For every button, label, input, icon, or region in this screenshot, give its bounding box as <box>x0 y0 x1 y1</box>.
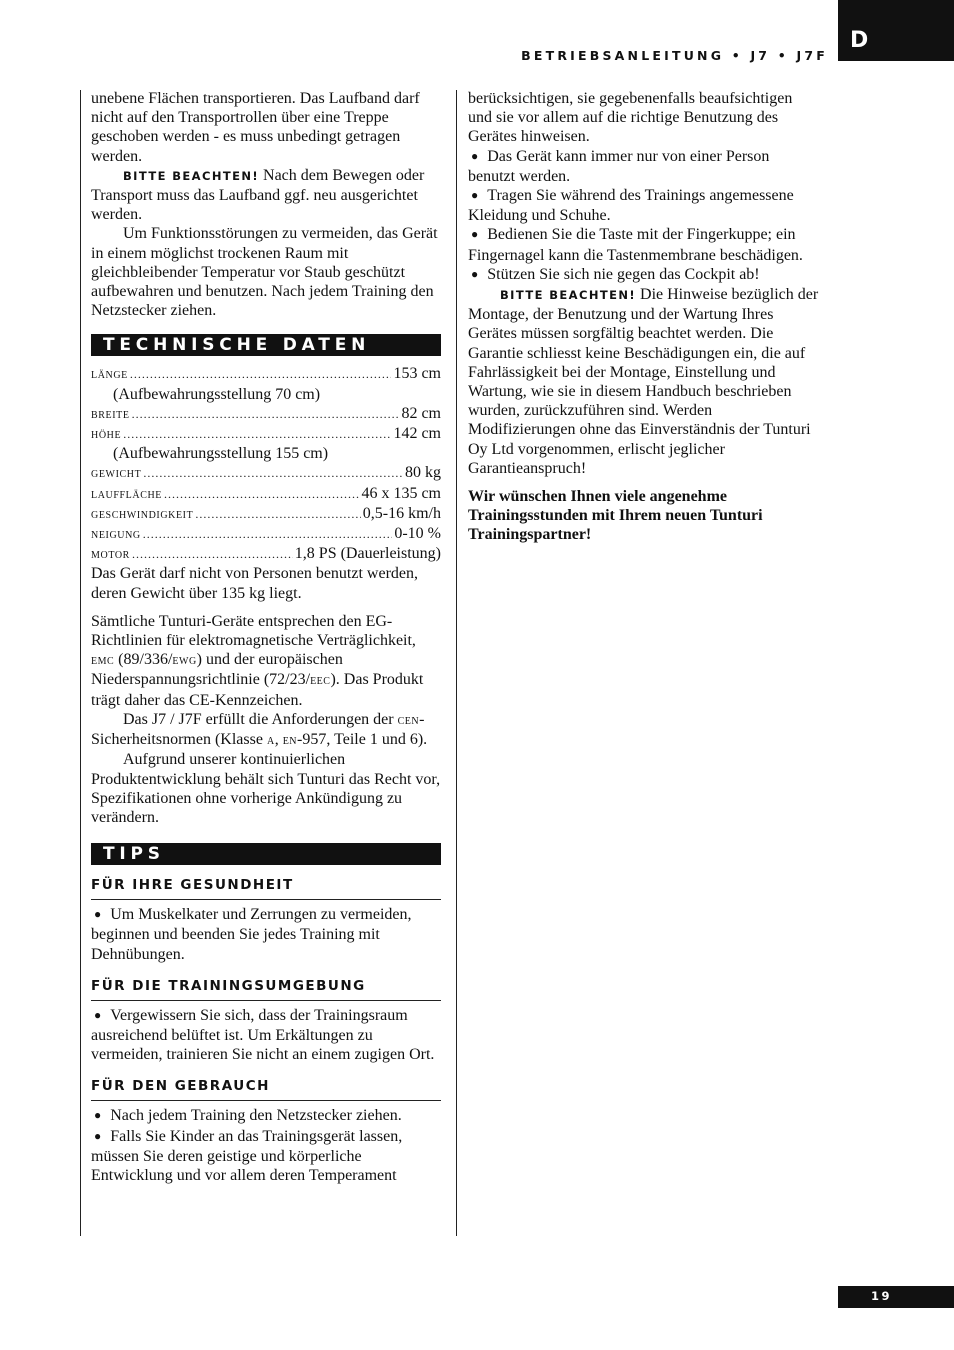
section-heading-tips: TIPS <box>91 843 441 865</box>
bullet-item: ● Vergewissern Sie sich, dass der Trainingsraum ausreichend belüftet ist. Um Erkältungen zu vermeiden, trainieren Sie nicht an einem zugigen Ort. <box>91 1006 441 1065</box>
spec-row <box>91 463 441 483</box>
bullet-item: ● Falls Sie Kinder an das Trainingsgerät lassen, müssen Sie deren geistige und körperliche Entwicklung und vor allem deren Temperament <box>91 1127 441 1186</box>
paragraph <box>468 285 820 478</box>
spec-row <box>91 524 441 544</box>
spec-value: 142 cm <box>393 425 441 443</box>
paragraph: Aufgrund unserer kontinuierlichen Produktentwicklung behält sich Tunturi das Recht vor, Spezifikationen ohne vorherige Ankündigung zu verändern. <box>91 751 441 826</box>
center-rule <box>456 90 457 1236</box>
left-column <box>91 89 441 1185</box>
paragraph: Das Gerät darf nicht von Personen benutzt werden, deren Gewicht über 135 kg liegt. <box>91 565 418 602</box>
note-label: BITTE BEACHTEN! <box>500 288 637 303</box>
spec-label: neigung <box>91 527 141 543</box>
closing-message: Wir wünschen Ihnen viele angenehme Trainingsstunden mit Ihrem neuen Tunturi Trainingspartner! <box>468 488 763 544</box>
bullet-item: ● Stützen Sie sich nie gegen das Cockpit ab! <box>468 265 820 285</box>
spec-value: 46 x 135 cm <box>361 484 441 502</box>
spec-label: höhe <box>91 427 122 443</box>
spec-value: 153 cm <box>393 365 441 383</box>
subheading-trainingsumgebung: FÜR DIE TRAININGSUMGEBUNG <box>91 978 441 1001</box>
spec-label: gewicht <box>91 466 142 482</box>
section-heading-technische-daten: TECHNISCHE DATEN <box>91 334 441 356</box>
spec-label: länge <box>91 367 128 383</box>
paragraph: Das J7 / J7F erfüllt die Anforderungen der cen-Sicherheitsnormen (Klasse a, en-957, Teile 1 und 6). <box>91 710 428 749</box>
spec-row <box>91 364 441 384</box>
bullet-item: ● Nach jedem Training den Netzstecker ziehen. <box>91 1106 441 1126</box>
spec-note: (Aufbewahrungsstellung 70 cm) <box>113 385 321 403</box>
spec-label: motor <box>91 547 130 563</box>
spec-row <box>91 484 441 504</box>
spec-label: geschwindigkeit <box>91 506 194 522</box>
spec-row <box>91 404 441 424</box>
note-text: Nach dem Bewegen oder Transport muss das Laufband ggf. neu ausgerichtet werden. <box>91 166 425 224</box>
bullet-item: ● Tragen Sie während des Trainings angemessene Kleidung und Schuhe. <box>468 186 820 225</box>
subheading-gesundheit: FÜR IHRE GESUNDHEIT <box>91 877 441 900</box>
bullet-item: ● Das Gerät kann immer nur von einer Person benutzt werden. <box>468 147 820 186</box>
spec-value: 0,5-16 km/h <box>362 504 441 522</box>
paragraph: Um Funktionsstörungen zu vermeiden, das Gerät in einem möglichst trockenen Raum mit gleichbleibender Temperatur vor Staub geschützt aufbewahren und benutzen. Nach jedem Training den Netzstecker ziehen. <box>91 225 438 320</box>
paragraph: unebene Flächen transportieren. Das Laufband darf nicht auf den Transportrollen über eine Treppe geschoben werden - es muss unbedingt getragen werden. <box>91 90 420 165</box>
language-tab: D <box>838 0 954 61</box>
subheading-gebrauch: FÜR DEN GEBRAUCH <box>91 1078 441 1101</box>
paragraph: berücksichtigen, sie gegebenenfalls beaufsichtigen und sie vor allem auf die richtige Benutzung des Gerätes hinweisen. <box>468 90 793 146</box>
spec-label: breite <box>91 406 130 422</box>
page-number: 19 <box>838 1286 954 1308</box>
spec-row <box>91 544 441 564</box>
running-header: BETRIEBSANLEITUNG • J7 • J7F <box>521 48 828 63</box>
spec-value: 1,8 PS (Dauerleistung) <box>294 545 441 563</box>
spec-row <box>91 504 441 524</box>
spec-value: 82 cm <box>401 404 441 422</box>
spec-value: 80 kg <box>405 464 441 482</box>
spec-row <box>91 424 441 444</box>
note-text: Die Hinweise bezüglich der Montage, der Benutzung und der Wartung Ihres Gerätes müssen sorgfältig beachtet werden. Die Garantie schliesst keine Beschädigungen ein, die auf Fahrlässigkeit bei der Montage, Einstellung und Wartung, wie sie in diesem Handbuch beschrieben wurden, zurückzuführen sind. Werden Modifizierungen ohne das Einverständnis der Tunturi Oy Ltd vorgenommen, erlischt jeglicher Garantieanspruch! <box>468 286 819 477</box>
spec-note: (Aufbewahrungsstellung 155 cm) <box>113 445 329 463</box>
spec-list <box>91 364 441 564</box>
left-rule <box>80 90 81 1236</box>
spec-label: lauffläche <box>91 486 163 502</box>
paragraph: Sämtliche Tunturi-Geräte entsprechen den EG-Richtlinien für elektromagnetische Verträglichkeit, emc (89/336/ewg) und der europäischen Niederspannungsrichtlinie (72/23/eec). Das Produkt trägt daher das CE-Kennzeichen. <box>91 612 424 709</box>
paragraph <box>91 166 441 225</box>
spec-value: 0-10 % <box>394 525 441 543</box>
note-label: BITTE BEACHTEN! <box>123 168 260 183</box>
bullet-item: ● Bedienen Sie die Taste mit der Fingerkuppe; ein Fingernagel kann die Tastenmembrane beschädigen. <box>468 225 820 264</box>
right-column <box>468 89 820 545</box>
bullet-item: ● Um Muskelkater und Zerrungen zu vermeiden, beginnen und beenden Sie jedes Training mit Dehnübungen. <box>91 905 441 964</box>
